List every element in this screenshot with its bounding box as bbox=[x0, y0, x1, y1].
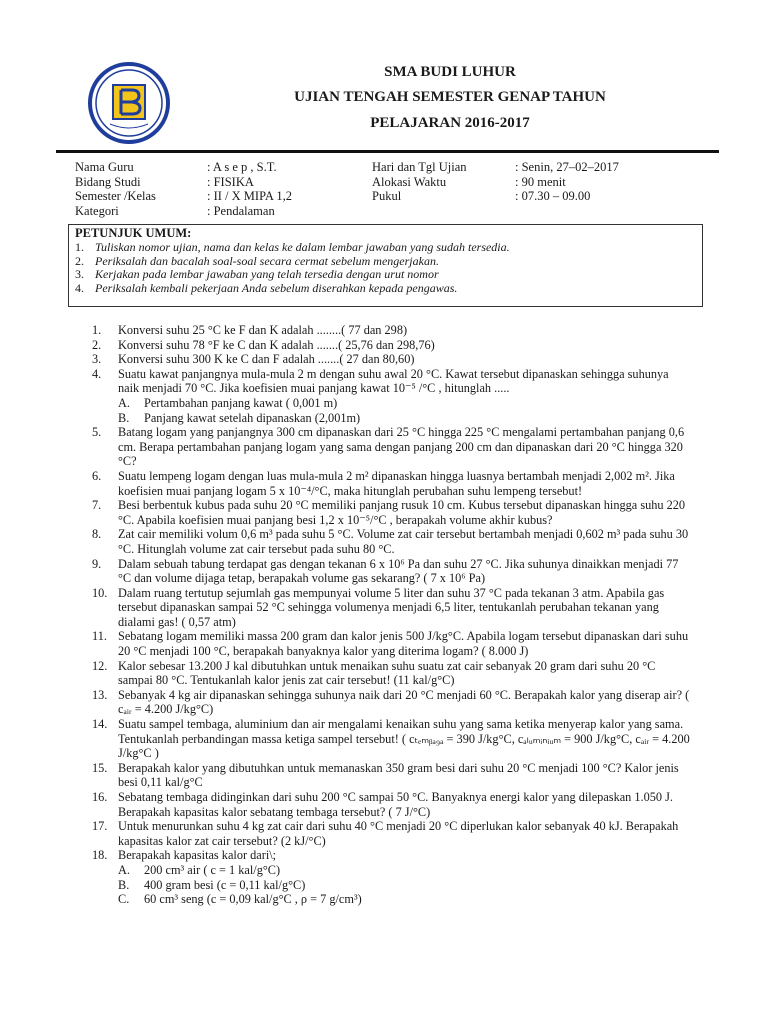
info-left-labels bbox=[75, 160, 156, 218]
question-text: Zat cair memiliki volum 0,6 m³ pada suhu 5 °C. Volume zat cair tersebut bertambah menjadi 0,602 m³ pada suhu 30 °C. Hitunglah volume zat cair tersebut pada suhu 80 °C. bbox=[118, 527, 689, 556]
question-item bbox=[92, 352, 692, 367]
info-label: Pukul bbox=[372, 189, 402, 203]
question-number: 3. bbox=[92, 352, 102, 367]
instruction-item: 2. Periksalah dan bacalah soal-soal secara cermat sebelum mengerjakan. bbox=[75, 253, 439, 268]
question-text: Untuk menurunkan suhu 4 kg zat cair dari suhu 40 °C menjadi 20 °C diperlukan kalor sebanyak 40 kJ. Berapakah kapasitas kalor zat cair tersebut? (2 kJ/°C) bbox=[118, 819, 679, 848]
question-item bbox=[92, 790, 692, 819]
instructions-list bbox=[75, 241, 696, 296]
question-number: 16. bbox=[92, 790, 108, 804]
question-item bbox=[92, 425, 692, 469]
sub-question-letter: C. bbox=[118, 892, 130, 907]
general-instructions-box bbox=[68, 224, 703, 307]
sub-question-letter: A. bbox=[118, 862, 130, 877]
question-number: 1. bbox=[92, 323, 102, 337]
question-text: Konversi suhu 25 °C ke F dan K adalah ........( 77 dan 298) bbox=[118, 323, 408, 337]
question-item bbox=[92, 586, 692, 630]
question-text: Besi berbentuk kubus pada suhu 20 °C memiliki panjang rusuk 10 cm. Kubus tersebut dipanaskan hingga suhu 220 °C. Apabila koefisien muai panjang besi 1,2 x 10⁻⁵/°C , berapakah volume akhir kubus? bbox=[118, 498, 686, 527]
sub-question-text: 400 gram besi (c = 0,11 kal/g°C) bbox=[144, 877, 306, 892]
sub-question bbox=[118, 892, 692, 907]
info-value: : 07.30 – 09.00 bbox=[515, 189, 591, 203]
question-item bbox=[92, 557, 692, 586]
question-list bbox=[92, 323, 692, 907]
question-text: Suatu lempeng logam dengan luas mula-mula 2 m² dipanaskan hingga luasnya bertambah menjadi 2,002 m². Jika koefisien muai panjang logam 5 x 10⁻⁴/°C, maka hitunglah perubahan suhu lempeng tersebut! bbox=[118, 468, 675, 498]
question-item bbox=[92, 469, 692, 498]
info-right-labels bbox=[372, 160, 467, 204]
question-number: 10. bbox=[92, 585, 108, 600]
question-number: 13. bbox=[92, 687, 108, 702]
question-text: Batang logam yang panjangnya 300 cm dipanaskan dari 25 °C hingga 225 °C mengalami pertambahan panjang 0,6 cm. Berapa pertambahan panjang logam yang sama dengan panjang 200 cm dan dipanaskan dari 20 °C hingga 320 °C? bbox=[118, 425, 685, 469]
question-text: Konversi suhu 300 K ke C dan F adalah .......( 27 dan 80,60) bbox=[118, 352, 415, 367]
question-number: 2. bbox=[92, 337, 102, 352]
question-number: 11. bbox=[92, 629, 107, 644]
question-number: 7. bbox=[92, 498, 102, 513]
question-text: Sebanyak 4 kg air dipanaskan sehingga suhunya naik dari 20 °C menjadi 60 °C. Berapakah kalor yang diserap air? ( cₐᵢᵣ = 4.200 J/kg°C) bbox=[118, 687, 690, 717]
question-text: Konversi suhu 78 °F ke C dan K adalah .......( 25,76 dan 298,76) bbox=[118, 337, 435, 352]
question-number: 18. bbox=[92, 848, 108, 863]
instruction-item: 3. Kerjakan pada lembar jawaban yang telah tersedia dengan urut nomor bbox=[75, 267, 439, 282]
info-label: Nama Guru bbox=[75, 160, 134, 174]
sub-question-text: Panjang kawat setelah dipanaskan (2,001m) bbox=[144, 410, 361, 425]
info-value: : II / X MIPA 1,2 bbox=[207, 189, 292, 203]
info-value: : Pendalaman bbox=[207, 203, 275, 218]
question-item bbox=[92, 527, 692, 556]
sub-question-text: 200 cm³ air ( c = 1 kal/g°C) bbox=[144, 862, 281, 877]
question-text: Sebatang tembaga didinginkan dari suhu 200 °C sampai 50 °C. Banyaknya energi kalor yang dilepaskan 1.050 J. Berapakah kapasitas kalor sebatang tembaga tersebut? ( 7 J/°C) bbox=[118, 790, 673, 819]
question-text: Sebatang logam memiliki massa 200 gram dan kalor jenis 500 J/kg°C. Apabila logam tersebut dipanaskan dari suhu 20 °C menjadi 100 °C, berapakah banyaknya kalor yang diterima logam? ( 8.000 J) bbox=[118, 629, 689, 659]
info-value: : Senin, 27–02–2017 bbox=[515, 160, 619, 174]
info-value: : 90 menit bbox=[515, 174, 566, 189]
question-text: Suatu sampel tembaga, aluminium dan air mengalami kenaikan suhu yang sama ketika menyerap kalor yang sama. Tentukanlah perbandingan massa ketiga sampel tersebut! ( cₜₑₘᵦₐ₉ₐ = 390 J/kg°C, cₐₗᵤₘᵢₙᵢᵤₘ = 900 J/kg°C, cₐᵢᵣ = 4.200 J/kg°C ) bbox=[118, 717, 690, 761]
question-number: 4. bbox=[92, 366, 102, 381]
question-item bbox=[92, 367, 692, 396]
info-label: Semester /Kelas bbox=[75, 189, 156, 203]
question-text: Dalam sebuah tabung terdapat gas dengan tekanan 6 x 10⁶ Pa dan suhu 27 °C. Jika suhunya dinaikkan menjadi 77 °C dan volume dijaga tetap, berapakah volume gas sekarang? ( 7 x 10⁶ Pa) bbox=[118, 556, 679, 586]
exam-year: PELAJARAN 2016-2017 bbox=[370, 115, 530, 131]
question-number: 15. bbox=[92, 760, 108, 775]
info-label: Bidang Studi bbox=[75, 174, 141, 189]
question-text: Kalor sebesar 13.200 J kal dibutuhkan untuk menaikan suhu suatu zat cair sebanyak 20 gram dari suhu 20 °C sampai 80 °C. Tentukanlah kalor jenis zat cair tersebut! (11 kal/g°C) bbox=[118, 658, 656, 688]
sub-question-text: Pertambahan panjang kawat ( 0,001 m) bbox=[144, 395, 338, 410]
sub-question-letter: B. bbox=[118, 410, 130, 425]
question-item bbox=[92, 498, 692, 527]
sub-question-letter: A. bbox=[118, 395, 130, 410]
question-item bbox=[92, 659, 692, 688]
instructions-title: PETUNJUK UMUM: bbox=[75, 226, 192, 240]
question-number: 17. bbox=[92, 819, 108, 834]
question-item bbox=[92, 848, 692, 863]
question-number: 6. bbox=[92, 468, 102, 483]
info-value: : FISIKA bbox=[207, 174, 254, 189]
sub-question bbox=[118, 863, 692, 878]
exam-title: UJIAN TENGAH SEMESTER GENAP TAHUN bbox=[294, 89, 606, 105]
question-number: 5. bbox=[92, 425, 102, 440]
info-value: : A s e p , S.T. bbox=[207, 160, 277, 174]
instruction-item: 4. Periksalah kembali pekerjaan Anda sebelum diserahkan kepada pengawas. bbox=[75, 281, 458, 296]
sub-question bbox=[118, 411, 692, 426]
sub-question bbox=[118, 878, 692, 893]
question-number: 14. bbox=[92, 717, 108, 732]
school-logo bbox=[88, 62, 170, 144]
info-left-values bbox=[207, 160, 292, 218]
question-text: Berapakah kalor yang dibutuhkan untuk memanaskan 350 gram besi dari suhu 20 °C menjadi 100 °C? Kalor jenis besi 0,11 kal/g°C bbox=[118, 760, 679, 790]
question-text: Suatu kawat panjangnya mula-mula 2 m dengan suhu awal 20 °C. Kawat tersebut dipanaskan sehingga suhunya naik menjadi 70 °C. Jika koefisien muai panjang kawat 10⁻⁵ /°C , hitunglah ..... bbox=[118, 366, 669, 396]
sub-question bbox=[118, 396, 692, 411]
question-item bbox=[92, 629, 692, 658]
instruction-item: 1. Tuliskan nomor ujian, nama dan kelas ke dalam lembar jawaban yang sudah tersedia. bbox=[75, 239, 510, 254]
info-label: Alokasi Waktu bbox=[372, 174, 447, 189]
question-number: 9. bbox=[92, 556, 102, 571]
sub-question-text: 60 cm³ seng (c = 0,09 kal/g°C , ρ = 7 g/cm³) bbox=[144, 892, 362, 907]
question-text: Dalam ruang tertutup sejumlah gas mempunyai volume 5 liter dan suhu 37 °C pada tekanan 3 atm. Apabila gas tersebut dipanaskan sampai 52 °C sehingga volumenya menjadi 6,5 liter, tentukanlah perubahan tekanan yang dialami gas! ( 0,57 atm) bbox=[118, 585, 665, 629]
school-name: SMA BUDI LUHUR bbox=[384, 64, 516, 80]
question-item bbox=[92, 323, 692, 338]
info-label: Kategori bbox=[75, 203, 119, 218]
question-number: 12. bbox=[92, 658, 108, 673]
question-number: 8. bbox=[92, 527, 102, 542]
question-item bbox=[92, 761, 692, 790]
info-right-values bbox=[515, 160, 619, 204]
question-item bbox=[92, 338, 692, 353]
header-divider bbox=[56, 150, 719, 153]
question-item bbox=[92, 717, 692, 761]
question-item bbox=[92, 819, 692, 848]
info-label: Hari dan Tgl Ujian bbox=[372, 160, 467, 174]
question-text: Berapakah kapasitas kalor dari\; bbox=[118, 848, 277, 863]
sub-question-letter: B. bbox=[118, 877, 130, 892]
question-item bbox=[92, 688, 692, 717]
